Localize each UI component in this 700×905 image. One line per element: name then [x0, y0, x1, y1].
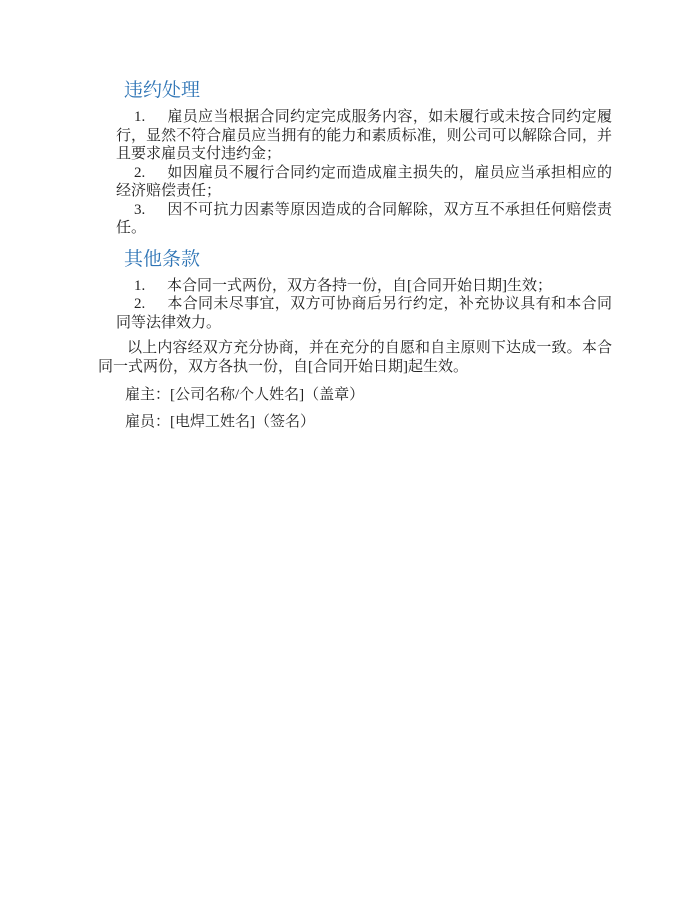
list-item-text: 本合同一式两份，双方各持一份，自[合同开始日期]生效；	[167, 277, 552, 294]
document-content	[98, 80, 612, 431]
list-item	[116, 277, 612, 296]
list-item-number: 1.	[134, 277, 146, 294]
closing-paragraph: 以上内容经双方充分协商，并在充分的自愿和自主原则下达成一致。本合同一式两份，双方各执一份，自[合同开始日期]起生效。	[98, 340, 612, 375]
employer-signature-line: 雇主：[公司名称/个人姓名]（盖章）	[125, 387, 365, 403]
section-heading-other-terms: 其他条款	[124, 248, 201, 270]
list-item-number: 1.	[134, 109, 146, 125]
list-item	[116, 295, 612, 332]
employee-signature-line: 雇员：[电焊工姓名]（签名）	[125, 413, 315, 430]
list-item-text: 如因雇员不履行合同约定而造成雇主损失的，雇员应当承担相应的经济赔偿责任；	[116, 164, 612, 199]
list-item-text: 本合同未尽事宜，双方可协商后另行约定，补充协议具有和本合同同等法律效力。	[116, 296, 612, 331]
list-item-text: 因不可抗力因素等原因造成的合同解除，双方互不承担任何赔偿责任。	[116, 201, 612, 236]
list-item	[116, 164, 612, 201]
list-item	[116, 108, 612, 164]
list-item-text: 雇员应当根据合同约定完成服务内容，如未履行或未按合同约定履行，显然不符合雇员应当拥有的能力和素质标准，则公司可以解除合同，并且要求雇员支付违约金；	[116, 109, 612, 162]
list-item-number: 3.	[134, 201, 146, 218]
list-item	[116, 201, 612, 238]
list-item-number: 2.	[134, 164, 146, 181]
list-item-number: 2.	[134, 296, 146, 312]
section-heading-breach-handling: 违约处理	[124, 80, 201, 101]
